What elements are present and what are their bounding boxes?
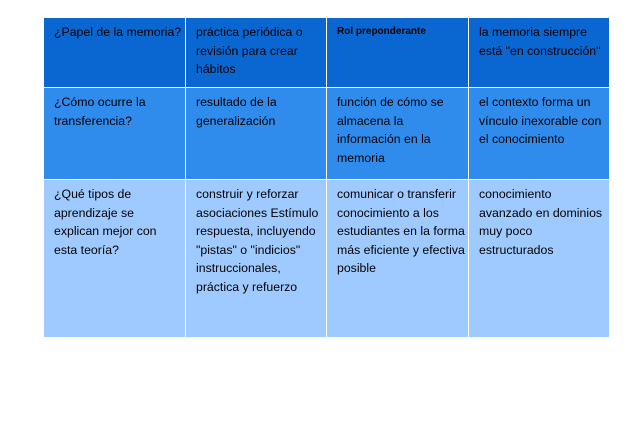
learning-theories-table	[43, 17, 610, 338]
table-cell: práctica periódica o revisión para crear hábitos	[186, 18, 327, 88]
table-cell: construir y reforzar asociaciones Estímulo respuesta, incluyendo "pistas" o "indicios" instruccionales, práctica y refuerzo	[186, 180, 327, 338]
row-header-cell: ¿Papel de la memoria?	[44, 18, 186, 88]
table-cell: la memoria siempre está "en construcción"	[469, 18, 610, 88]
table-cell: conocimiento avanzado en dominios muy poco estructurados	[469, 180, 610, 338]
table-row	[44, 180, 610, 338]
table-row	[44, 88, 610, 180]
table-row	[44, 18, 610, 88]
table-cell: comunicar o transferir conocimiento a los estudiantes en la forma más eficiente y efectiva posible	[327, 180, 469, 338]
table-cell: resultado de la generalización	[186, 88, 327, 180]
row-header-cell: ¿Cómo ocurre la transferencia?	[44, 88, 186, 180]
row-header-cell: ¿Qué tipos de aprendizaje se explican mejor con esta teoría?	[44, 180, 186, 338]
table-cell: el contexto forma un vínculo inexorable con el conocimiento	[469, 88, 610, 180]
table-cell: Rol preponderante	[327, 18, 469, 88]
table-cell: función de cómo se almacena la información en la memoria	[327, 88, 469, 180]
